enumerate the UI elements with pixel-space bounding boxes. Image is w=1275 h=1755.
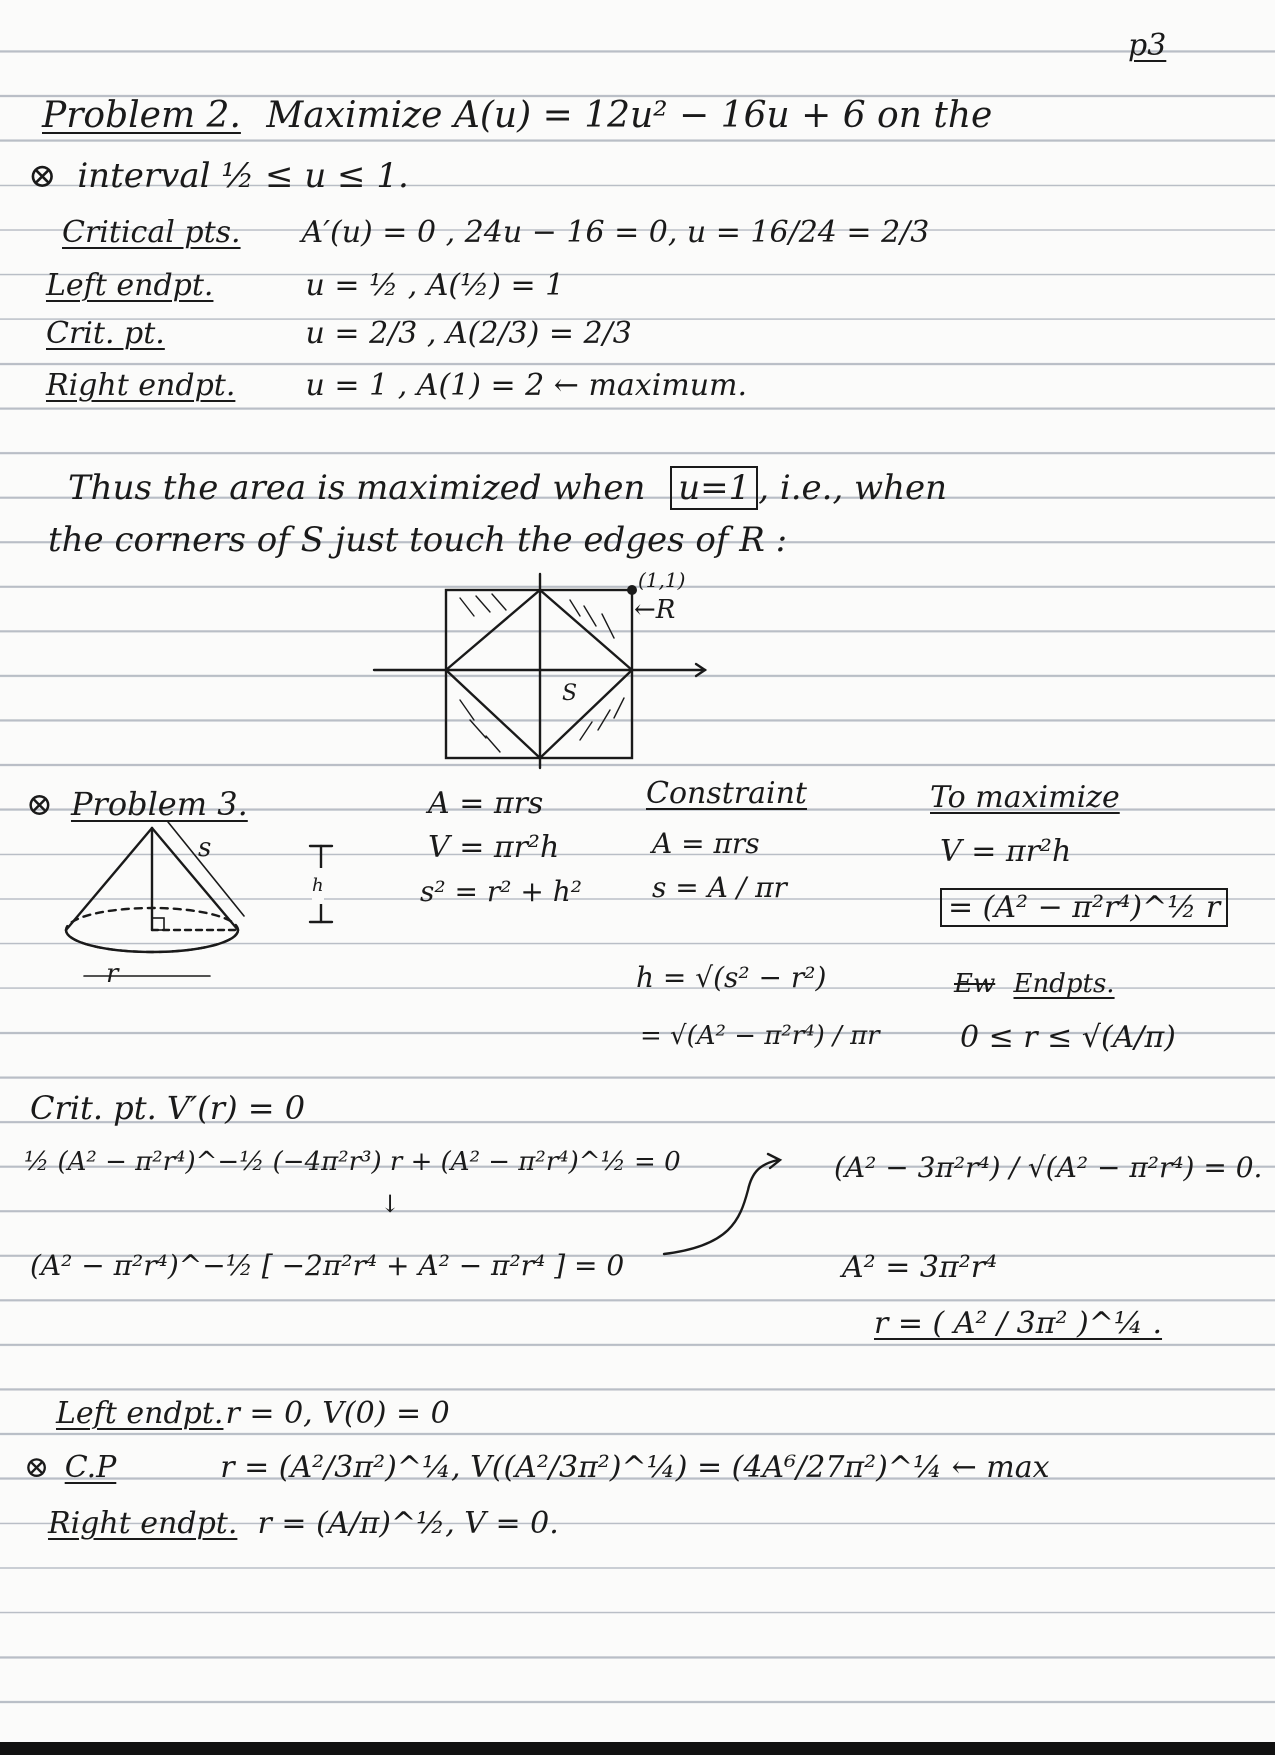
derivative-line1: ½ (A² − π²r⁴)^−½ (−4π²r³) r + (A² − π²r⁴)^½ = 0 [24,1147,681,1177]
summary-label: Left endpt. [56,1396,224,1431]
curved-arrow [660,1150,790,1260]
scan-edge [0,1742,1275,1755]
cone-diagram [60,820,250,1000]
page-number: p3 [1128,28,1167,63]
down-arrow: ↓ [380,1190,401,1218]
p2-conclusion-after: , i.e., when [758,468,948,508]
constraint-heading: Constraint [646,776,807,811]
p2-row-content: u = 2/3 , A(2/3) = 2/3 [305,316,632,351]
formula-pythagoras: s² = r² + h² [420,875,582,908]
problem3-marker: ⊗ [26,785,53,823]
result-fraction: (A² − 3π²r⁴) / √(A² − π²r⁴) = 0. [834,1151,1263,1184]
p2-conclusion-text2: the corners of S just touch the edges of R : [48,520,788,560]
endpts-heading: Ew Endpts. [954,969,1115,999]
cone-left-side [66,828,152,930]
p2-conclusion-text: Thus the area is maximized when [68,468,646,508]
constraint-line: s = A / πr [652,871,787,904]
p2-row-label: Right endpt. [46,368,236,403]
cone-base-front [66,930,238,952]
problem2-title: Problem 2. [42,95,241,136]
corner-point-label: (1,1) [638,568,686,592]
problem2-statement: Maximize A(u) = 12u² − 16u + 6 on the [266,95,993,136]
r-label: ←R [634,595,676,625]
maximize-line: = (A² − π²r⁴)^½ r [940,890,1228,926]
p2-row-critical [62,215,929,251]
problem3-heading [26,786,248,822]
problem2-heading [42,95,993,136]
p2-row-label: Left endpt. [46,268,214,303]
height-label: h [312,868,324,904]
formula-area: A = πrs [428,786,544,821]
summary-content: r = (A²/3π²)^¼, V((A²/3π²)^¼) = (4A⁶/27π²)^¼ ← max [220,1450,1050,1485]
maximize-heading: To maximize [930,780,1120,815]
cone-r-label: r [106,959,119,989]
p2-row-left-endpt [46,268,564,304]
summary-right-endpt [48,1506,559,1542]
cone-s-label: s [198,833,212,863]
s-label: S [562,681,578,706]
summary-content: r = 0, V(0) = 0 [225,1396,450,1431]
p2-row-content: u = 1 , A(1) = 2 ← maximum. [305,368,748,403]
summary-crit-pt [24,1450,1050,1486]
p2-row-label: Critical pts. [62,215,241,250]
constraint-line: h = √(s² − r²) [636,961,827,994]
p2-row-content: A′(u) = 0 , 24u − 16 = 0, u = 16/24 = 2/3 [301,215,930,250]
problem2-marker: ⊗ [28,156,57,196]
problem2-interval: interval ½ ≤ u ≤ 1. [77,156,409,196]
maximize-line: V = πr²h [940,834,1072,869]
constraint-line: A = πrs [652,827,760,860]
p2-boxed-answer: u=1 [670,466,758,510]
summary-label: Right endpt. [48,1506,238,1541]
derivative-line2: (A² − π²r⁴)^−½ [ −2π²r⁴ + A² − π²r⁴ ] = 0 [30,1249,625,1282]
summary-marker: ⊗ [24,1450,50,1485]
p2-row-label: Crit. pt. [46,316,165,351]
p2-row-right-endpt [46,368,747,404]
endpts-range: 0 ≤ r ≤ √(A/π) [960,1020,1176,1055]
p2-row-crit-pt [46,316,632,352]
right-angle-mark [152,918,164,930]
result-r: r = ( A² / 3π² )^¼ . [874,1306,1163,1341]
shaded-corners [460,594,624,752]
problem2-interval-line [28,158,409,194]
summary-left-endpt [56,1396,450,1432]
summary-label: C.P [64,1450,117,1485]
constraint-line: = √(A² − π²r⁴) / πr [640,1021,880,1051]
p2-conclusion-line1 [68,470,947,506]
p2-row-content: u = ½ , A(½) = 1 [305,268,565,303]
p2-conclusion-line2 [48,522,787,558]
critpt-heading: Crit. pt. V′(r) = 0 [30,1089,306,1127]
result-equation: A² = 3π²r⁴ [842,1250,998,1285]
cone-right-side [152,828,238,930]
summary-content: r = (A/π)^½, V = 0. [257,1506,559,1541]
formula-volume: V = πr²h [428,830,560,865]
problem3-title: Problem 3. [70,785,248,823]
